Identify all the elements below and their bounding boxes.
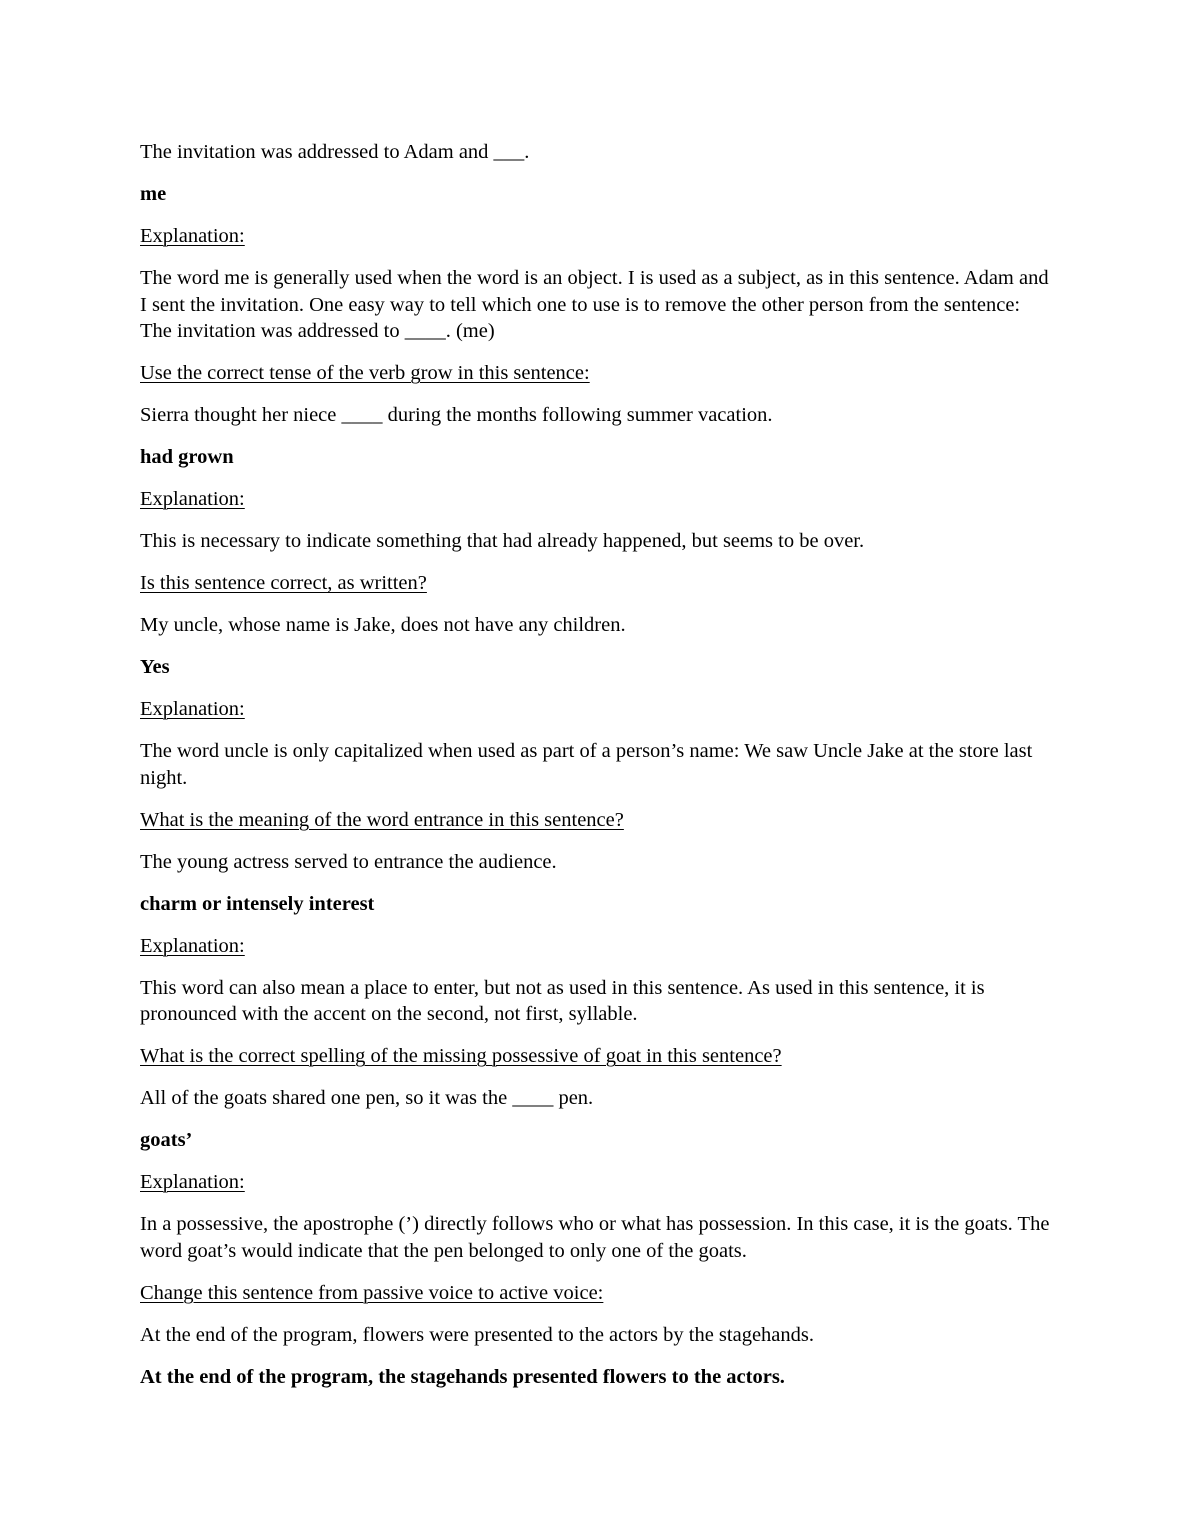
question-prompt: Use the correct tense of the verb grow in this sentence: (140, 362, 590, 384)
answer: me (140, 183, 167, 205)
answer: goats’ (140, 1129, 193, 1151)
question-prompt: Change this sentence from passive voice to active voice: (140, 1281, 604, 1304)
explanation-heading: Explanation: (140, 225, 245, 247)
answer: At the end of the program, the stagehands presented flowers to the actors. (140, 1365, 785, 1388)
question-prompt: What is the meaning of the word entrance in this sentence? (140, 808, 624, 831)
document-page (140, 139, 1050, 1406)
question-sentence: Sierra thought her niece ____ during the months following summer vacation. (140, 404, 773, 426)
question-prompt: What is the correct spelling of the missing possessive of goat in this sentence? (140, 1045, 782, 1067)
question-prompt: Is this sentence correct, as written? (140, 572, 427, 594)
explanation-text: The word uncle is only capitalized when used as part of a person’s name: We saw Uncle Jake at the store last night. (140, 740, 1033, 789)
explanation-heading: Explanation: (140, 934, 245, 957)
question-sentence: The invitation was addressed to Adam and ___. (140, 141, 530, 163)
answer: had grown (140, 446, 234, 468)
explanation-heading: Explanation: (140, 1171, 245, 1193)
answer: charm or intensely interest (140, 892, 375, 915)
question-sentence: The young actress served to entrance the audience. (140, 850, 557, 873)
explanation-heading: Explanation: (140, 698, 245, 720)
explanation-heading: Explanation: (140, 488, 245, 510)
explanation-text: This is necessary to indicate something that had already happened, but seems to be over. (140, 530, 865, 552)
explanation-text: The word me is generally used when the word is an object. I is used as a subject, as in this sentence. Adam and I sent the invitation. One easy way to tell which one to use is to remove the other person from the sentence: The invitation was addressed to ____. (me) (140, 267, 1049, 342)
question-sentence: My uncle, whose name is Jake, does not have any children. (140, 614, 626, 636)
answer: Yes (140, 656, 170, 678)
question-sentence: All of the goats shared one pen, so it was the ____ pen. (140, 1087, 594, 1109)
explanation-text: This word can also mean a place to enter, but not as used in this sentence. As used in this sentence, it is pronounced with the accent on the second, not first, syllable. (140, 976, 985, 1025)
explanation-text: In a possessive, the apostrophe (’) directly follows who or what has possession. In this case, it is the goats. The word goat’s would indicate that the pen belonged to only one of the goats. (140, 1213, 1050, 1262)
question-sentence: At the end of the program, flowers were presented to the actors by the stagehands. (140, 1323, 814, 1346)
